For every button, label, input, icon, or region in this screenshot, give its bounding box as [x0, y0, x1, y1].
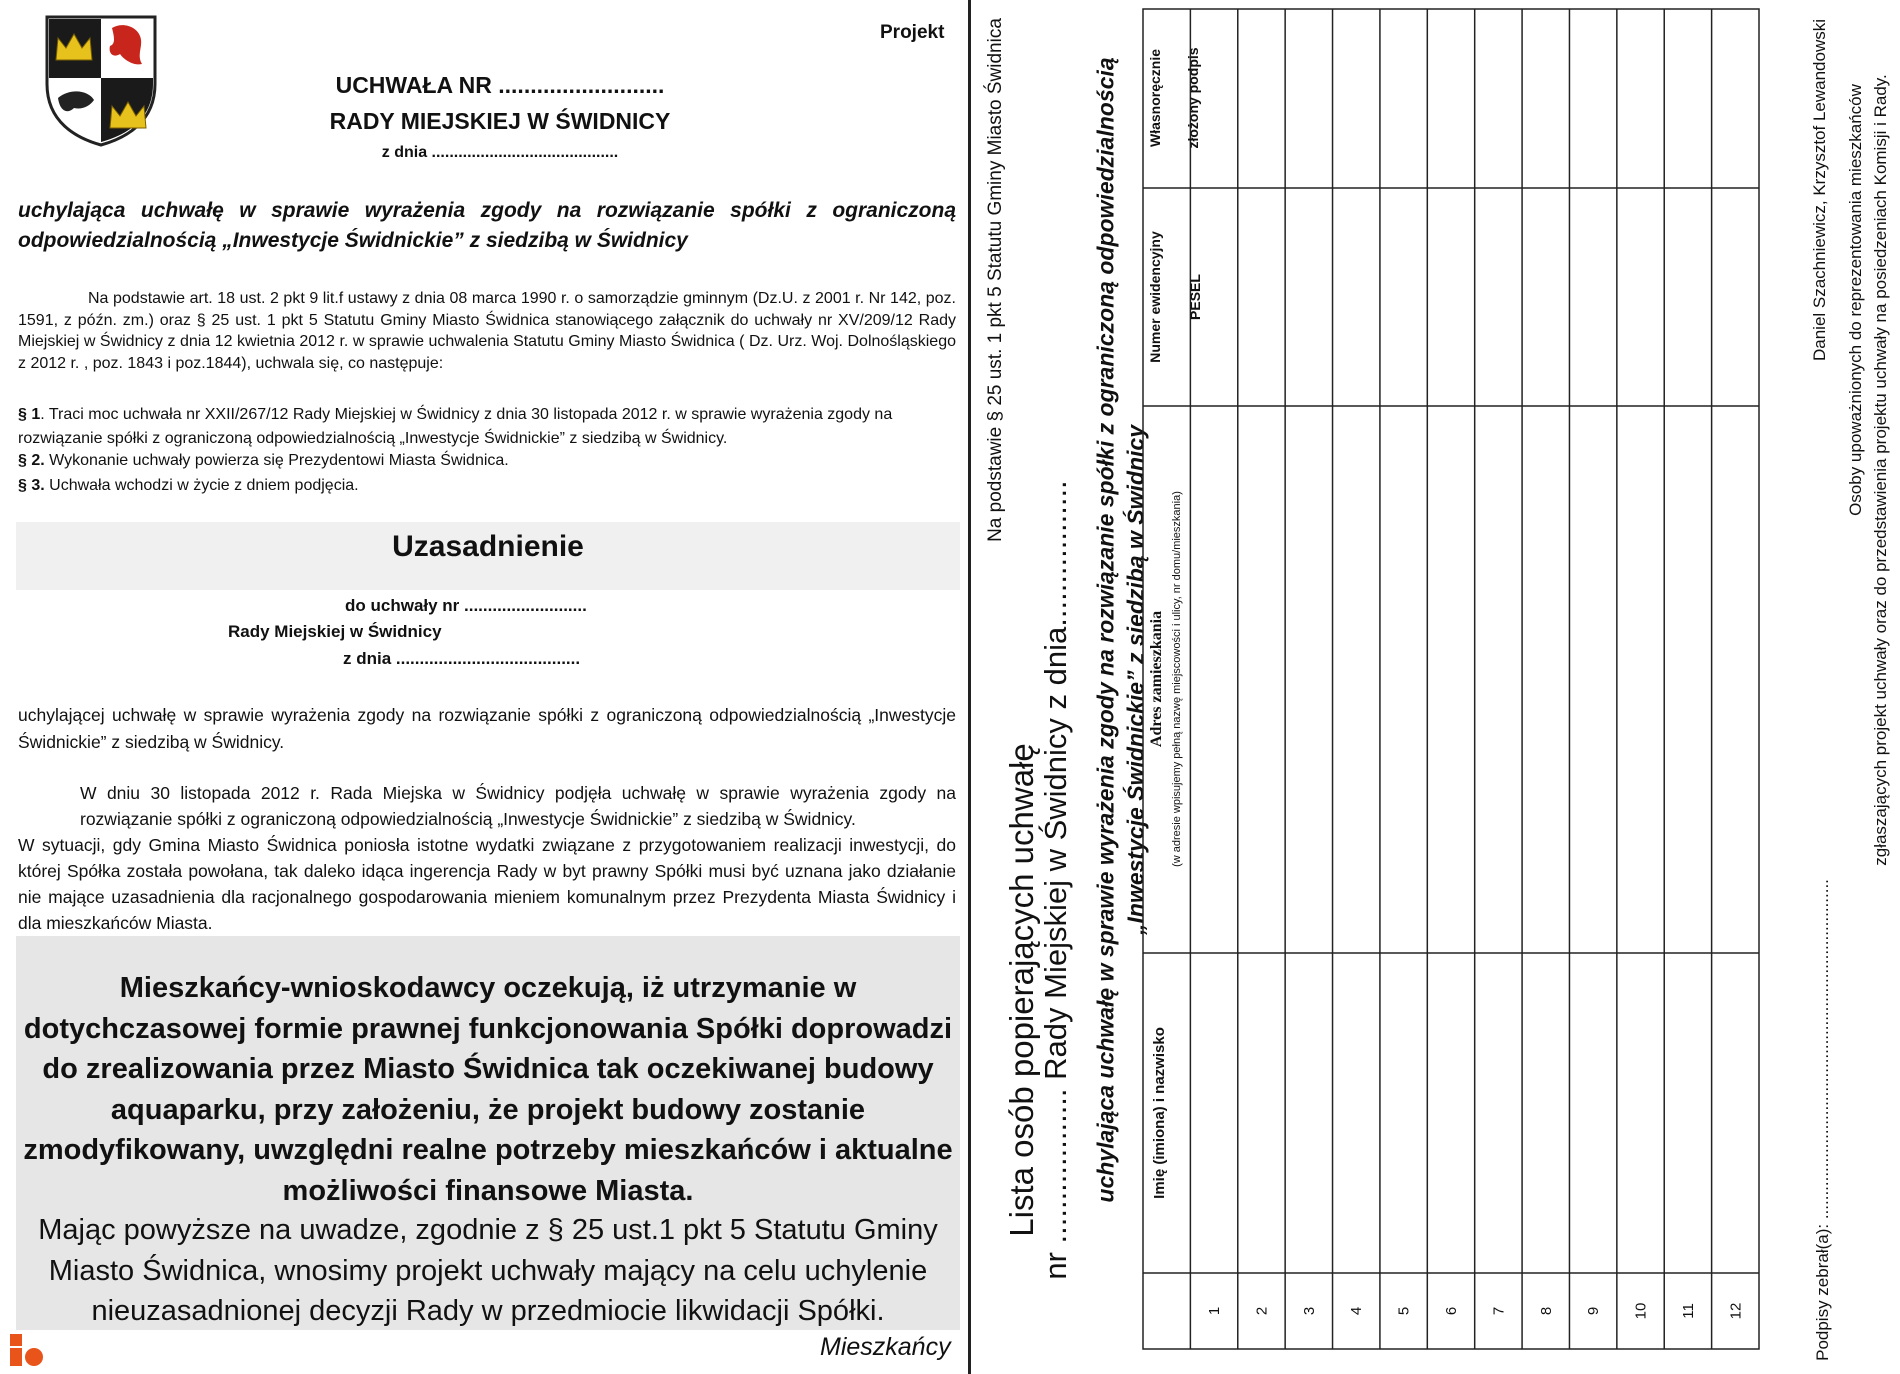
paragraph-1-text: . Traci moc uchwała nr XXII/267/12 Rady Miejskiej w Świdnicy z dnia 30 listopada 2012 r. w sprawie wyrażenia zgody na rozwiązanie spółki z ograniczoną odpowiedzialnością „Inwestycje Świdnickie” z siedzibą w Świdnicy. — [18, 406, 893, 447]
page-divider — [968, 0, 971, 1374]
table-row-number: 2 — [1253, 1306, 1271, 1316]
legal-basis — [18, 288, 956, 374]
col-pesel-header: PESEL — [1187, 274, 1203, 320]
petition-basis: Na podstawie § 25 ust. 1 pkt 5 Statutu Gminy Miasto Świdnica — [985, 18, 1006, 542]
representatives-role-line1: Osoby upoważnionych do reprezentowania mieszkańców — [1846, 84, 1865, 516]
signatures-collected-by: Podpisy zebrał(a): ........................................................................ — [1813, 879, 1832, 1361]
table-row-number: 5 — [1395, 1306, 1413, 1316]
signature-residents: Mieszkańcy — [820, 1333, 951, 1361]
justification-ref-line2: Rady Miejskiej w Świdnicy — [228, 622, 442, 641]
legal-basis-text: Na podstawie art. 18 ust. 2 pkt 9 lit.f ustawy z dnia 08 marca 1990 r. o samorządzie gminnym (Dz.U. z 2001 r. Nr 142, poz. 1591, z późn. zm.) oraz § 25 ust. 1 pkt 5 Statutu Gminy Miasto Świdnica stanowiącego załącznik do uchwały nr XV/209/12 Rady Miejskiej w Świdnicy z dnia 12 kwietnia 2012 r. w sprawie uchwalenia Statutu Gminy Miasto Świdnica ( Dz. Urz. Woj. Dolnośląskiego z 2012 r. , poz. 1843 i poz.1844), uchwala się, co następuje: — [18, 290, 956, 372]
justification-para-a: W dniu 30 listopada 2012 r. Rada Miejska w Świdnicy podjęła uchwałę w sprawie wyrażenia zgody na rozwiązanie spółki z ograniczoną odpowiedzialnością „Inwestycje Świdnickie” z siedzibą w Świdnicy. — [80, 783, 956, 829]
justification-para-b: W sytuacji, gdy Gmina Miasto Świdnica poniosła istotne wydatki związane z przygotowaniem realizacji inwestycji, do której Spółka została powołana, tak daleko idąca ingerencja Rady w byt prawny Spółki musi być uznana jako działanie nie mające uzasadnienia dla racjonalnego gospodarowania mieniem komunalnym przez Prezydenta Miasta Świdnicy i dla mieszkańców Miasta. — [18, 835, 956, 933]
representatives-names: Daniel Szachniewicz, Krzysztof Lewandowski — [1810, 18, 1829, 362]
col-address-header: Adres zamieszkania — [1148, 610, 1165, 748]
col-name-header: Imię (imiona) i nazwisko — [1151, 1027, 1168, 1199]
representatives-role-line2: zgłaszających projekt uchwały oraz do przedstawienia projektu uchwały na posiedzeniach Komisji i Rady. — [1871, 74, 1890, 866]
col-id-header: Numer ewidencyjny — [1147, 231, 1163, 363]
justification-body — [18, 780, 956, 936]
col-address-note: (w adresie wpisujemy pełną nazwę miejscowości i ulicy, nr domu/mieszkania) — [1171, 491, 1183, 867]
table-row-number: 6 — [1443, 1306, 1460, 1316]
resolution-title: UCHWAŁA NR .......................... — [335, 72, 665, 98]
date-line: z dnia .......................................... — [381, 144, 619, 161]
petition-list-title: Lista osób popierających uchwałę — [1003, 743, 1040, 1237]
residents-statement-normal: Mając powyższe na uwadze, zgodnie z § 25 ust.1 pkt 5 Statutu Gminy Miasto Świdnica, wnosimy projekt uchwały mający na celu uchylenie nieuzasadnionej decyzji Rady w przedmiocie likwidacji Spółki. — [38, 1214, 938, 1327]
paragraph-2-text: Wykonanie uchwały powierza się Prezydentowi Miasta Świdnica. — [44, 452, 509, 469]
paragraph-3-number: § 3. — [18, 477, 45, 494]
table-row-number: 10 — [1632, 1302, 1650, 1320]
city-crest-icon — [44, 14, 158, 148]
paragraph-3-text: Uchwała wchodzi w życie z dniem podjęcia. — [44, 477, 359, 494]
project-label: Projekt — [880, 22, 945, 43]
table-row-number: 9 — [1585, 1306, 1603, 1316]
table-row-number: 8 — [1537, 1306, 1555, 1316]
col-sign-header2: złożony podpis — [1185, 47, 1201, 149]
document-logo-icon — [8, 1332, 44, 1368]
petition-subject-line2: „Inwestycje Świdnickie” z siedzibą w Świdnicy — [1122, 425, 1149, 935]
petition-nr-line: nr .................. Rady Miejskiej w Świdnicy z dnia................. — [1038, 480, 1073, 1280]
paragraph-2 — [18, 452, 956, 470]
paragraph-1 — [18, 403, 956, 451]
table-row-number: 12 — [1727, 1302, 1745, 1320]
resolution-subject: uchylająca uchwałę w sprawie wyrażenia zgody na rozwiązanie spółki z ograniczoną odpowiedzialnością „Inwestycje Świdnickie” z siedzibą w Świdnicy — [18, 199, 956, 252]
col-sign-header1: Własnoręcznie — [1147, 48, 1163, 148]
paragraph-1-number: § 1 — [18, 406, 41, 423]
residents-statement-bold: Mieszkańcy-wnioskodawcy oczekują, iż utrzymanie w dotychczasowej formie prawnej funkcjonowania Spółki doprowadzi do zrealizowania przez Miasto Świdnica tak oczekiwanej budowy aquaparku, przy założeniu, że projekt budowy zostanie zmodyfikowany, uwzględni realne potrzeby mieszkańców i aktualne możliwości finansowe Miasta. — [23, 972, 953, 1207]
signature-table — [1142, 8, 1760, 1350]
council-title: RADY MIEJSKIEJ W ŚWIDNICY — [329, 108, 671, 134]
table-row-number: 7 — [1490, 1306, 1508, 1316]
table-row-number: 11 — [1679, 1303, 1697, 1319]
table-row-number: 1 — [1206, 1306, 1224, 1316]
paragraph-2-number: § 2. — [18, 452, 45, 469]
justification-heading: Uzasadnienie — [392, 530, 584, 563]
justification-ref-line1: do uchwały nr .......................... — [345, 596, 587, 615]
table-row-number: 4 — [1348, 1306, 1366, 1316]
paragraph-3 — [18, 477, 956, 495]
justification-subject: uchylającej uchwałę w sprawie wyrażenia zgody na rozwiązanie spółki z ograniczoną odpowiedzialnością „Inwestycje Świdnickie” z siedzibą w Świdnicy. — [18, 705, 956, 752]
justification-ref-line3: z dnia ....................................... — [343, 649, 581, 668]
petition-subject-line1: uchylająca uchwałę w sprawie wyrażenia zgody na rozwiązanie spółki z ograniczoną odpowiedzialnością — [1092, 57, 1119, 1203]
table-row-number: 3 — [1300, 1306, 1318, 1316]
